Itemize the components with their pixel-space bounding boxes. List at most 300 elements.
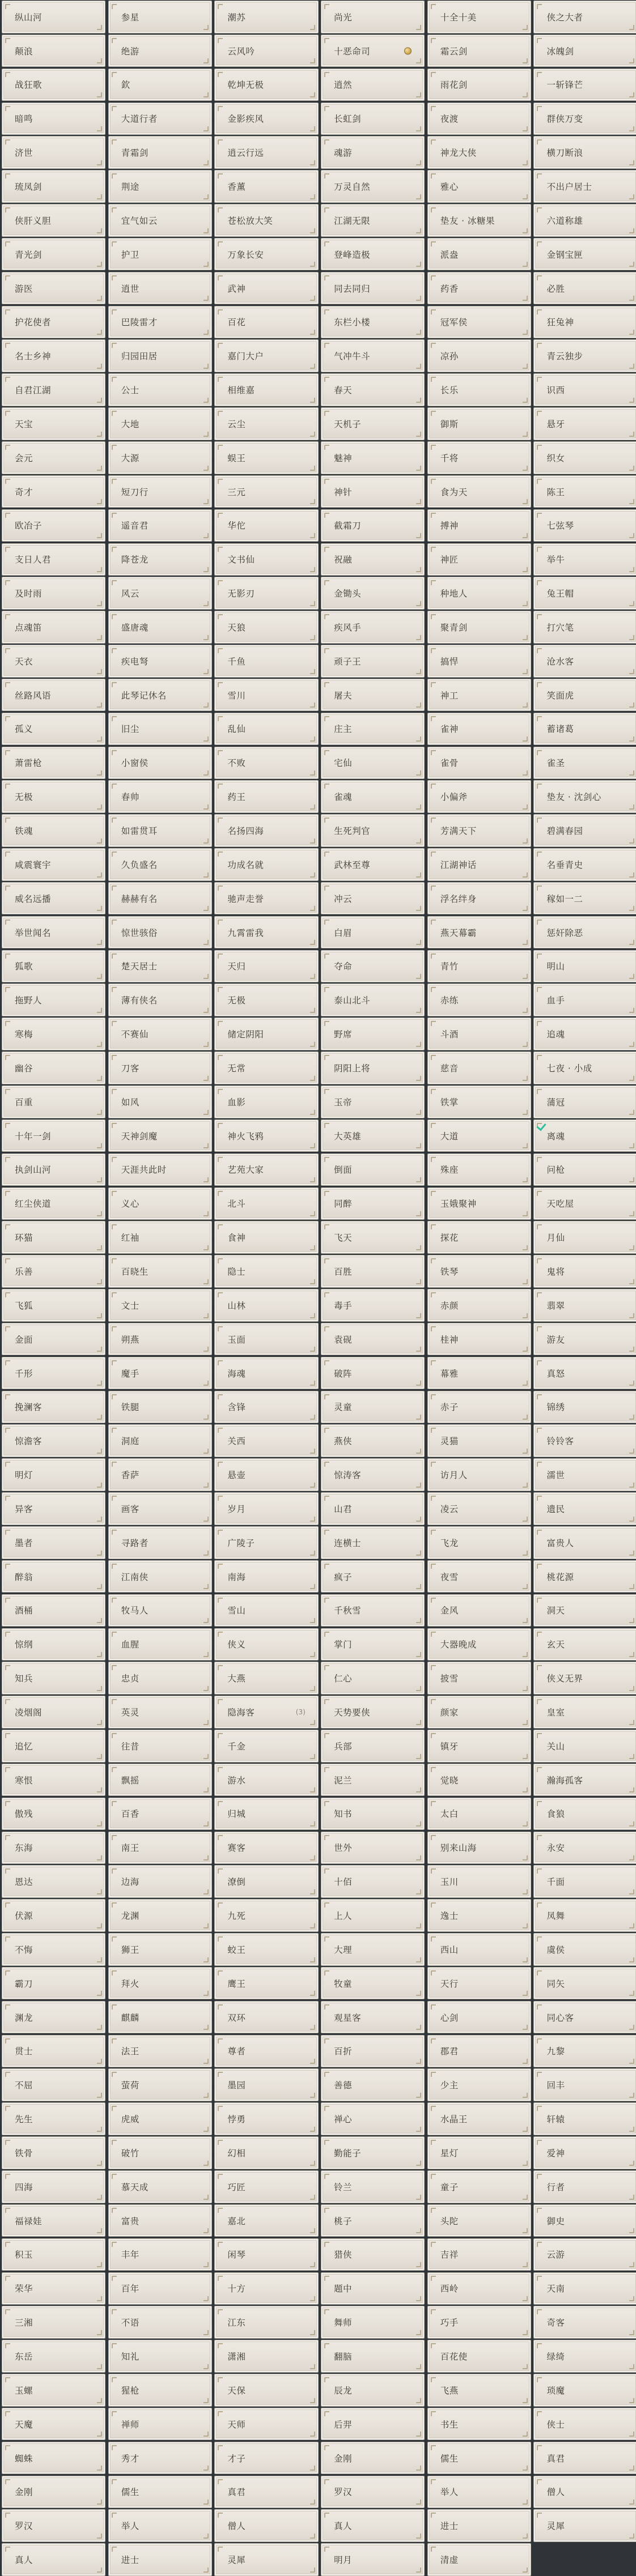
title-cell[interactable] <box>321 1255 425 1288</box>
title-cell[interactable] <box>2 2068 105 2101</box>
title-cell[interactable] <box>427 1255 531 1288</box>
title-cell[interactable] <box>108 2543 212 2576</box>
title-cell[interactable] <box>427 882 531 915</box>
title-cell[interactable] <box>321 611 425 644</box>
title-cell[interactable] <box>214 848 318 881</box>
title-cell[interactable] <box>321 2272 425 2305</box>
title-cell[interactable] <box>108 1357 212 1390</box>
title-cell[interactable] <box>108 1323 212 1356</box>
title-cell[interactable] <box>321 2543 425 2576</box>
title-cell[interactable] <box>2 2170 105 2203</box>
title-cell[interactable] <box>427 170 531 203</box>
title-cell[interactable] <box>427 407 531 440</box>
title-cell[interactable] <box>321 204 425 237</box>
title-cell[interactable] <box>108 1560 212 1593</box>
title-cell[interactable] <box>214 577 318 610</box>
title-cell[interactable] <box>214 1187 318 1220</box>
title-cell[interactable] <box>427 611 531 644</box>
title-cell[interactable] <box>427 780 531 813</box>
title-cell[interactable] <box>214 983 318 1016</box>
title-cell[interactable] <box>2 170 105 203</box>
title-cell[interactable] <box>533 509 636 542</box>
title-cell[interactable] <box>108 1458 212 1491</box>
title-cell[interactable] <box>2 1560 105 1593</box>
title-cell[interactable] <box>533 1798 636 1830</box>
title-cell[interactable] <box>427 2102 531 2135</box>
title-cell[interactable] <box>214 2509 318 2542</box>
title-cell[interactable] <box>108 441 212 474</box>
title-cell[interactable] <box>321 2408 425 2441</box>
title-cell[interactable] <box>533 2170 636 2203</box>
title-cell[interactable] <box>533 780 636 813</box>
title-cell[interactable] <box>214 2340 318 2373</box>
title-cell[interactable] <box>321 543 425 576</box>
title-cell[interactable] <box>2 1357 105 1390</box>
title-cell[interactable] <box>427 2543 531 2576</box>
title-cell[interactable] <box>108 204 212 237</box>
title-cell[interactable] <box>108 136 212 169</box>
title-cell[interactable] <box>533 1865 636 1898</box>
title-cell[interactable] <box>214 1357 318 1390</box>
title-cell[interactable] <box>427 1424 531 1457</box>
title-cell[interactable] <box>533 1594 636 1627</box>
title-cell[interactable] <box>533 2035 636 2068</box>
title-cell[interactable] <box>108 475 212 508</box>
title-cell[interactable] <box>108 2509 212 2542</box>
title-cell[interactable] <box>214 2068 318 2101</box>
title-cell[interactable] <box>108 2001 212 2034</box>
title-cell[interactable] <box>427 1 531 33</box>
title-cell[interactable] <box>427 2204 531 2237</box>
title-cell[interactable] <box>108 1899 212 1932</box>
title-cell[interactable] <box>533 475 636 508</box>
title-cell[interactable] <box>427 306 531 339</box>
title-cell[interactable] <box>427 204 531 237</box>
title-cell[interactable] <box>214 1017 318 1050</box>
title-cell[interactable] <box>108 1221 212 1254</box>
title-cell[interactable] <box>2 780 105 813</box>
title-cell[interactable] <box>214 1391 318 1424</box>
title-cell[interactable] <box>2 1730 105 1762</box>
title-cell[interactable] <box>214 1424 318 1457</box>
title-cell[interactable] <box>214 2408 318 2441</box>
title-cell[interactable] <box>533 2001 636 2034</box>
title-cell[interactable] <box>214 35 318 67</box>
title-cell[interactable] <box>427 1832 531 1864</box>
title-cell[interactable] <box>321 2442 425 2475</box>
title-cell[interactable] <box>214 1323 318 1356</box>
title-cell[interactable] <box>108 2442 212 2475</box>
title-cell[interactable] <box>427 1526 531 1559</box>
title-cell[interactable] <box>2 1051 105 1084</box>
title-cell[interactable] <box>214 679 318 712</box>
title-cell[interactable] <box>533 1832 636 1864</box>
title-cell[interactable] <box>321 2306 425 2339</box>
title-cell[interactable] <box>533 1967 636 2000</box>
title-cell[interactable] <box>214 1662 318 1694</box>
title-cell[interactable] <box>214 1526 318 1559</box>
title-cell[interactable] <box>108 780 212 813</box>
title-cell[interactable] <box>2 339 105 372</box>
title-cell[interactable] <box>2 238 105 271</box>
title-cell[interactable] <box>108 35 212 67</box>
title-cell[interactable] <box>214 339 318 372</box>
title-cell[interactable] <box>108 2035 212 2068</box>
title-cell[interactable] <box>321 1187 425 1220</box>
title-cell[interactable] <box>321 916 425 949</box>
title-cell[interactable] <box>533 204 636 237</box>
title-cell[interactable] <box>533 611 636 644</box>
title-cell[interactable] <box>427 2476 531 2509</box>
title-cell[interactable] <box>427 2068 531 2101</box>
title-cell[interactable] <box>427 1017 531 1050</box>
title-cell[interactable] <box>321 1865 425 1898</box>
title-cell[interactable] <box>427 713 531 746</box>
title-cell[interactable] <box>427 1696 531 1728</box>
title-cell[interactable] <box>2 1017 105 1050</box>
title-cell[interactable] <box>108 645 212 678</box>
title-cell[interactable] <box>214 2035 318 2068</box>
title-cell[interactable] <box>533 1764 636 1796</box>
title-cell[interactable] <box>533 1696 636 1728</box>
title-cell[interactable] <box>321 2001 425 2034</box>
title-cell[interactable] <box>214 2543 318 2576</box>
title-cell[interactable] <box>108 2170 212 2203</box>
title-cell[interactable] <box>2 577 105 610</box>
title-cell[interactable] <box>108 1085 212 1118</box>
title-cell[interactable] <box>533 1730 636 1762</box>
title-cell[interactable] <box>2 1187 105 1220</box>
title-cell[interactable] <box>214 1933 318 1966</box>
title-cell[interactable] <box>427 509 531 542</box>
title-cell[interactable] <box>214 2136 318 2169</box>
title-cell[interactable] <box>533 1187 636 1220</box>
title-cell[interactable] <box>533 2476 636 2509</box>
title-cell[interactable] <box>533 2306 636 2339</box>
title-cell[interactable] <box>2 509 105 542</box>
title-cell[interactable] <box>214 407 318 440</box>
title-cell[interactable] <box>427 2408 531 2441</box>
title-cell[interactable] <box>108 1391 212 1424</box>
title-cell[interactable] <box>2 679 105 712</box>
title-cell[interactable] <box>214 1798 318 1830</box>
title-cell[interactable] <box>108 69 212 101</box>
title-cell[interactable] <box>2 2204 105 2237</box>
title-cell[interactable] <box>427 1323 531 1356</box>
title-cell[interactable] <box>2 713 105 746</box>
title-cell[interactable] <box>321 2068 425 2101</box>
title-cell[interactable] <box>108 611 212 644</box>
title-cell[interactable] <box>2 1933 105 1966</box>
title-cell[interactable] <box>2 1492 105 1525</box>
title-cell[interactable] <box>2 2340 105 2373</box>
title-cell[interactable] <box>214 1730 318 1762</box>
title-cell[interactable] <box>427 1628 531 1661</box>
title-cell[interactable] <box>427 1594 531 1627</box>
title-cell[interactable] <box>108 1798 212 1830</box>
title-cell[interactable] <box>214 204 318 237</box>
title-cell[interactable] <box>533 1 636 33</box>
title-cell[interactable] <box>427 1187 531 1220</box>
title-cell[interactable] <box>321 1458 425 1491</box>
title-cell[interactable] <box>2 1221 105 1254</box>
title-cell[interactable] <box>533 1492 636 1525</box>
title-cell[interactable] <box>108 1153 212 1186</box>
title-cell[interactable] <box>214 2476 318 2509</box>
title-cell[interactable] <box>321 1696 425 1728</box>
title-cell[interactable] <box>427 2306 531 2339</box>
title-cell[interactable] <box>321 983 425 1016</box>
title-cell[interactable] <box>2 747 105 780</box>
title-cell[interactable] <box>214 1492 318 1525</box>
title-cell[interactable] <box>533 1051 636 1084</box>
title-cell[interactable] <box>214 441 318 474</box>
title-cell[interactable] <box>321 1832 425 1864</box>
title-cell[interactable] <box>108 1255 212 1288</box>
title-cell[interactable] <box>2 2102 105 2135</box>
title-cell[interactable] <box>321 339 425 372</box>
title-cell[interactable] <box>533 103 636 135</box>
title-cell[interactable] <box>2 2238 105 2271</box>
title-cell[interactable] <box>2 1899 105 1932</box>
title-cell[interactable] <box>108 1594 212 1627</box>
title-cell[interactable] <box>214 1458 318 1491</box>
title-cell[interactable] <box>2 69 105 101</box>
title-cell[interactable] <box>214 475 318 508</box>
title-cell[interactable] <box>427 2001 531 2034</box>
title-cell[interactable] <box>214 747 318 780</box>
title-cell[interactable] <box>2 950 105 983</box>
title-cell[interactable] <box>108 170 212 203</box>
title-cell[interactable] <box>533 983 636 1016</box>
title-cell[interactable] <box>427 441 531 474</box>
title-cell[interactable] <box>321 238 425 271</box>
title-cell[interactable] <box>108 950 212 983</box>
title-cell[interactable] <box>108 916 212 949</box>
title-cell[interactable] <box>427 238 531 271</box>
title-cell[interactable] <box>214 645 318 678</box>
title-cell[interactable] <box>427 1933 531 1966</box>
title-cell[interactable] <box>321 679 425 712</box>
title-cell[interactable] <box>108 2374 212 2407</box>
title-cell[interactable] <box>214 950 318 983</box>
title-cell[interactable] <box>321 882 425 915</box>
title-cell[interactable] <box>2 2272 105 2305</box>
title-cell[interactable] <box>2 2408 105 2441</box>
title-cell[interactable] <box>321 1289 425 1322</box>
title-cell[interactable] <box>427 2136 531 2169</box>
title-cell[interactable] <box>533 2408 636 2441</box>
title-cell[interactable] <box>533 170 636 203</box>
title-cell[interactable] <box>533 238 636 271</box>
title-cell[interactable] <box>533 1662 636 1694</box>
title-cell[interactable] <box>427 1560 531 1593</box>
title-cell[interactable] <box>214 2170 318 2203</box>
title-cell[interactable] <box>427 69 531 101</box>
title-cell[interactable] <box>2 916 105 949</box>
title-cell[interactable] <box>108 509 212 542</box>
title-cell[interactable] <box>214 2102 318 2135</box>
title-cell[interactable] <box>2 136 105 169</box>
title-cell[interactable] <box>533 848 636 881</box>
title-cell[interactable] <box>533 2068 636 2101</box>
title-cell[interactable] <box>214 1119 318 1152</box>
title-cell[interactable] <box>427 1458 531 1491</box>
title-cell[interactable] <box>427 2238 531 2271</box>
title-cell[interactable] <box>427 1289 531 1322</box>
title-cell[interactable] <box>321 509 425 542</box>
title-cell[interactable] <box>214 306 318 339</box>
title-cell[interactable] <box>427 1357 531 1390</box>
title-cell[interactable] <box>2 2509 105 2542</box>
title-cell[interactable] <box>533 407 636 440</box>
title-cell[interactable] <box>2 1798 105 1830</box>
title-cell[interactable] <box>214 373 318 406</box>
title-cell[interactable] <box>321 475 425 508</box>
title-cell[interactable] <box>214 170 318 203</box>
title-cell[interactable] <box>321 950 425 983</box>
title-cell[interactable] <box>2 1255 105 1288</box>
title-cell[interactable] <box>533 1119 636 1152</box>
title-cell[interactable] <box>321 814 425 847</box>
title-cell[interactable] <box>2 441 105 474</box>
title-cell[interactable] <box>427 2272 531 2305</box>
title-cell[interactable] <box>427 2442 531 2475</box>
title-cell[interactable] <box>214 1628 318 1661</box>
title-cell[interactable] <box>321 2340 425 2373</box>
title-cell[interactable] <box>2 1865 105 1898</box>
title-cell[interactable] <box>108 1051 212 1084</box>
title-cell[interactable] <box>2 1594 105 1627</box>
title-cell[interactable] <box>427 814 531 847</box>
title-cell[interactable] <box>214 238 318 271</box>
title-cell[interactable] <box>108 373 212 406</box>
title-cell[interactable] <box>214 1967 318 2000</box>
title-cell[interactable] <box>214 1696 318 1728</box>
title-cell[interactable] <box>321 2136 425 2169</box>
title-cell[interactable] <box>108 306 212 339</box>
title-cell[interactable] <box>108 103 212 135</box>
title-cell[interactable] <box>533 69 636 101</box>
title-cell[interactable] <box>321 373 425 406</box>
title-cell[interactable] <box>2 1696 105 1728</box>
title-cell[interactable] <box>214 814 318 847</box>
title-cell[interactable] <box>108 1628 212 1661</box>
title-cell[interactable] <box>321 848 425 881</box>
title-cell[interactable] <box>2 2543 105 2576</box>
title-cell[interactable] <box>2 204 105 237</box>
title-cell[interactable] <box>108 814 212 847</box>
title-cell[interactable] <box>108 1119 212 1152</box>
title-cell[interactable] <box>2 848 105 881</box>
title-cell[interactable] <box>533 1391 636 1424</box>
title-cell[interactable] <box>427 373 531 406</box>
title-cell[interactable] <box>533 1458 636 1491</box>
title-cell[interactable] <box>214 1832 318 1864</box>
title-cell[interactable] <box>533 1153 636 1186</box>
title-cell[interactable] <box>214 1560 318 1593</box>
title-cell[interactable] <box>108 1526 212 1559</box>
title-cell[interactable] <box>427 1391 531 1424</box>
title-cell[interactable] <box>321 645 425 678</box>
title-cell[interactable] <box>427 1764 531 1796</box>
title-cell[interactable] <box>427 2374 531 2407</box>
title-cell[interactable] <box>2 1323 105 1356</box>
title-cell[interactable] <box>533 1899 636 1932</box>
title-cell[interactable] <box>321 1628 425 1661</box>
title-cell[interactable] <box>321 2035 425 2068</box>
title-cell[interactable] <box>2 1391 105 1424</box>
title-cell[interactable] <box>533 747 636 780</box>
title-cell[interactable] <box>108 1764 212 1796</box>
title-cell[interactable] <box>427 2035 531 2068</box>
title-cell[interactable] <box>321 2238 425 2271</box>
title-cell[interactable] <box>2 2136 105 2169</box>
title-cell[interactable] <box>533 35 636 67</box>
title-cell[interactable] <box>214 1865 318 1898</box>
title-cell[interactable] <box>321 1560 425 1593</box>
title-cell[interactable] <box>214 1594 318 1627</box>
title-cell[interactable] <box>533 339 636 372</box>
title-cell[interactable] <box>321 1798 425 1830</box>
title-cell[interactable] <box>533 2272 636 2305</box>
title-cell[interactable] <box>2 543 105 576</box>
title-cell[interactable] <box>321 1051 425 1084</box>
title-cell[interactable] <box>214 69 318 101</box>
title-cell[interactable] <box>2 1 105 33</box>
title-cell[interactable] <box>321 170 425 203</box>
title-cell[interactable] <box>214 2272 318 2305</box>
title-cell[interactable] <box>321 1085 425 1118</box>
title-cell[interactable] <box>427 136 531 169</box>
title-cell[interactable] <box>321 2102 425 2135</box>
title-cell[interactable] <box>108 679 212 712</box>
title-cell[interactable] <box>321 407 425 440</box>
title-cell[interactable] <box>108 407 212 440</box>
title-cell[interactable] <box>533 2102 636 2135</box>
title-cell[interactable] <box>321 441 425 474</box>
title-cell[interactable] <box>2 1153 105 1186</box>
title-cell[interactable] <box>2 2476 105 2509</box>
title-cell[interactable] <box>214 1085 318 1118</box>
title-cell[interactable] <box>427 679 531 712</box>
title-cell[interactable] <box>214 2238 318 2271</box>
title-cell[interactable] <box>108 543 212 576</box>
title-cell[interactable] <box>2 1119 105 1152</box>
title-cell[interactable] <box>108 238 212 271</box>
title-cell[interactable] <box>108 1187 212 1220</box>
title-cell[interactable] <box>427 1899 531 1932</box>
title-cell[interactable] <box>533 1628 636 1661</box>
title-cell[interactable] <box>427 543 531 576</box>
title-cell[interactable] <box>108 1424 212 1457</box>
title-cell[interactable] <box>214 1289 318 1322</box>
title-cell[interactable] <box>533 373 636 406</box>
title-cell[interactable] <box>108 2136 212 2169</box>
title-cell[interactable] <box>321 272 425 305</box>
title-cell[interactable] <box>108 1933 212 1966</box>
title-cell[interactable] <box>2 1628 105 1661</box>
title-cell[interactable] <box>214 2001 318 2034</box>
title-cell[interactable] <box>2 1526 105 1559</box>
title-cell[interactable] <box>533 2238 636 2271</box>
title-cell[interactable] <box>108 272 212 305</box>
title-cell[interactable] <box>321 1017 425 1050</box>
title-cell[interactable] <box>427 35 531 67</box>
title-cell[interactable] <box>533 713 636 746</box>
title-cell[interactable] <box>108 1865 212 1898</box>
title-cell[interactable] <box>321 1899 425 1932</box>
